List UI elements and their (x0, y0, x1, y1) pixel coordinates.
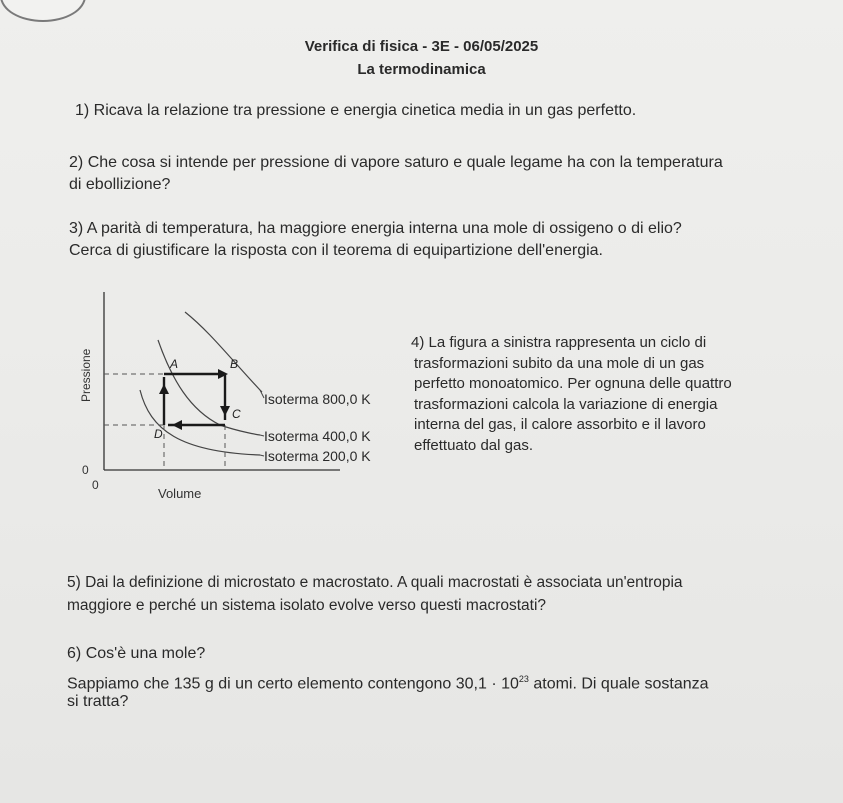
question-6-line-3: si tratta? (67, 693, 129, 710)
question-3-line-1: 3) A parità di temperatura, ha maggiore energia interna una mole di ossigeno o di elio? (69, 220, 682, 237)
punched-hole (0, 0, 86, 22)
question-4-line-3: perfetto monoatomico. Per ognuna delle quattro (414, 375, 732, 392)
exam-subtitle: La termodinamica (357, 61, 486, 78)
question-5-line-2: maggiore e perché un sistema isolato evolve verso questi macrostati? (67, 597, 547, 614)
question-2-number: 2) (69, 154, 84, 171)
isotherm-200-label: Isoterma 200,0 K (264, 448, 371, 464)
point-C-label: C (232, 407, 241, 421)
question-3-line-2: Cerca di giustificare la risposta con il teorema di equipartizione dell'energia. (69, 242, 603, 259)
arrow-DA (159, 384, 169, 394)
x-axis-label: Volume (158, 486, 202, 501)
question-5-number: 5) (67, 574, 81, 591)
question-6-line-1 (67, 643, 205, 665)
arrow-CD (172, 420, 182, 430)
question-2-text-1: Che cosa si intende per pressione di vapore saturo e quale legame ha con la temperatura (87, 154, 723, 171)
pv-diagram (60, 280, 400, 510)
question-6-text-2a: Sappiamo che 135 g di un certo elemento contengono (67, 675, 452, 693)
question-6-number: 6) (67, 645, 82, 662)
question-2-continued: di ebollizione? (69, 176, 171, 193)
question-4-line-1 (411, 333, 732, 354)
isotherm-800-label: Isoterma 800,0 K (264, 391, 371, 407)
y-axis-label: Pressione (79, 348, 93, 402)
isotherm-400-label: Isoterma 400,0 K (264, 428, 371, 444)
exam-title: Verifica di fisica - 3E - 06/05/2025 (304, 38, 539, 55)
point-A-label: A (170, 357, 179, 371)
point-B-label: B (230, 357, 239, 371)
question-6-exponent: 23 (518, 674, 529, 684)
question-5-text-1: Dai la definizione di microstato e macrostato. A quali macrostati è associata un'entropia (85, 574, 683, 591)
question-4-line-5: interna del gas, il calore assorbito e il lavoro (414, 416, 706, 433)
question-2 (69, 152, 723, 174)
arrow-AB (218, 369, 228, 379)
question-6-text-1: Cos'è una mole? (85, 645, 206, 662)
origin-x-label: 0 (92, 478, 99, 492)
point-D-label: D (154, 427, 163, 441)
arrow-BC (220, 406, 230, 416)
question-6-value: 30,1 · 10 (455, 675, 519, 693)
question-1: 1) Ricava la relazione tra pressione e energia cinetica media in un gas perfetto. (75, 102, 637, 119)
question-4-line-4: trasformazioni calcola la variazione di energia (414, 395, 718, 413)
isotherm-200-curve (140, 390, 260, 455)
isotherm-400-curve (158, 340, 260, 435)
question-5-line-1 (67, 572, 683, 594)
isotherm-800-curve (185, 312, 262, 392)
question-6-line-2 (67, 668, 709, 695)
question-4-number: 4) (411, 334, 425, 351)
origin-y-label: 0 (82, 463, 89, 477)
question-4-text-1: La figura a sinistra rappresenta un ciclo di (428, 334, 707, 351)
question-6-text-2b: atomi. Di quale sostanza (533, 675, 709, 693)
question-4-line-6: effettuato dal gas. (414, 436, 533, 454)
question-4-line-2: trasformazioni subito da una mole di un gas (414, 354, 705, 372)
question-4 (411, 333, 732, 456)
